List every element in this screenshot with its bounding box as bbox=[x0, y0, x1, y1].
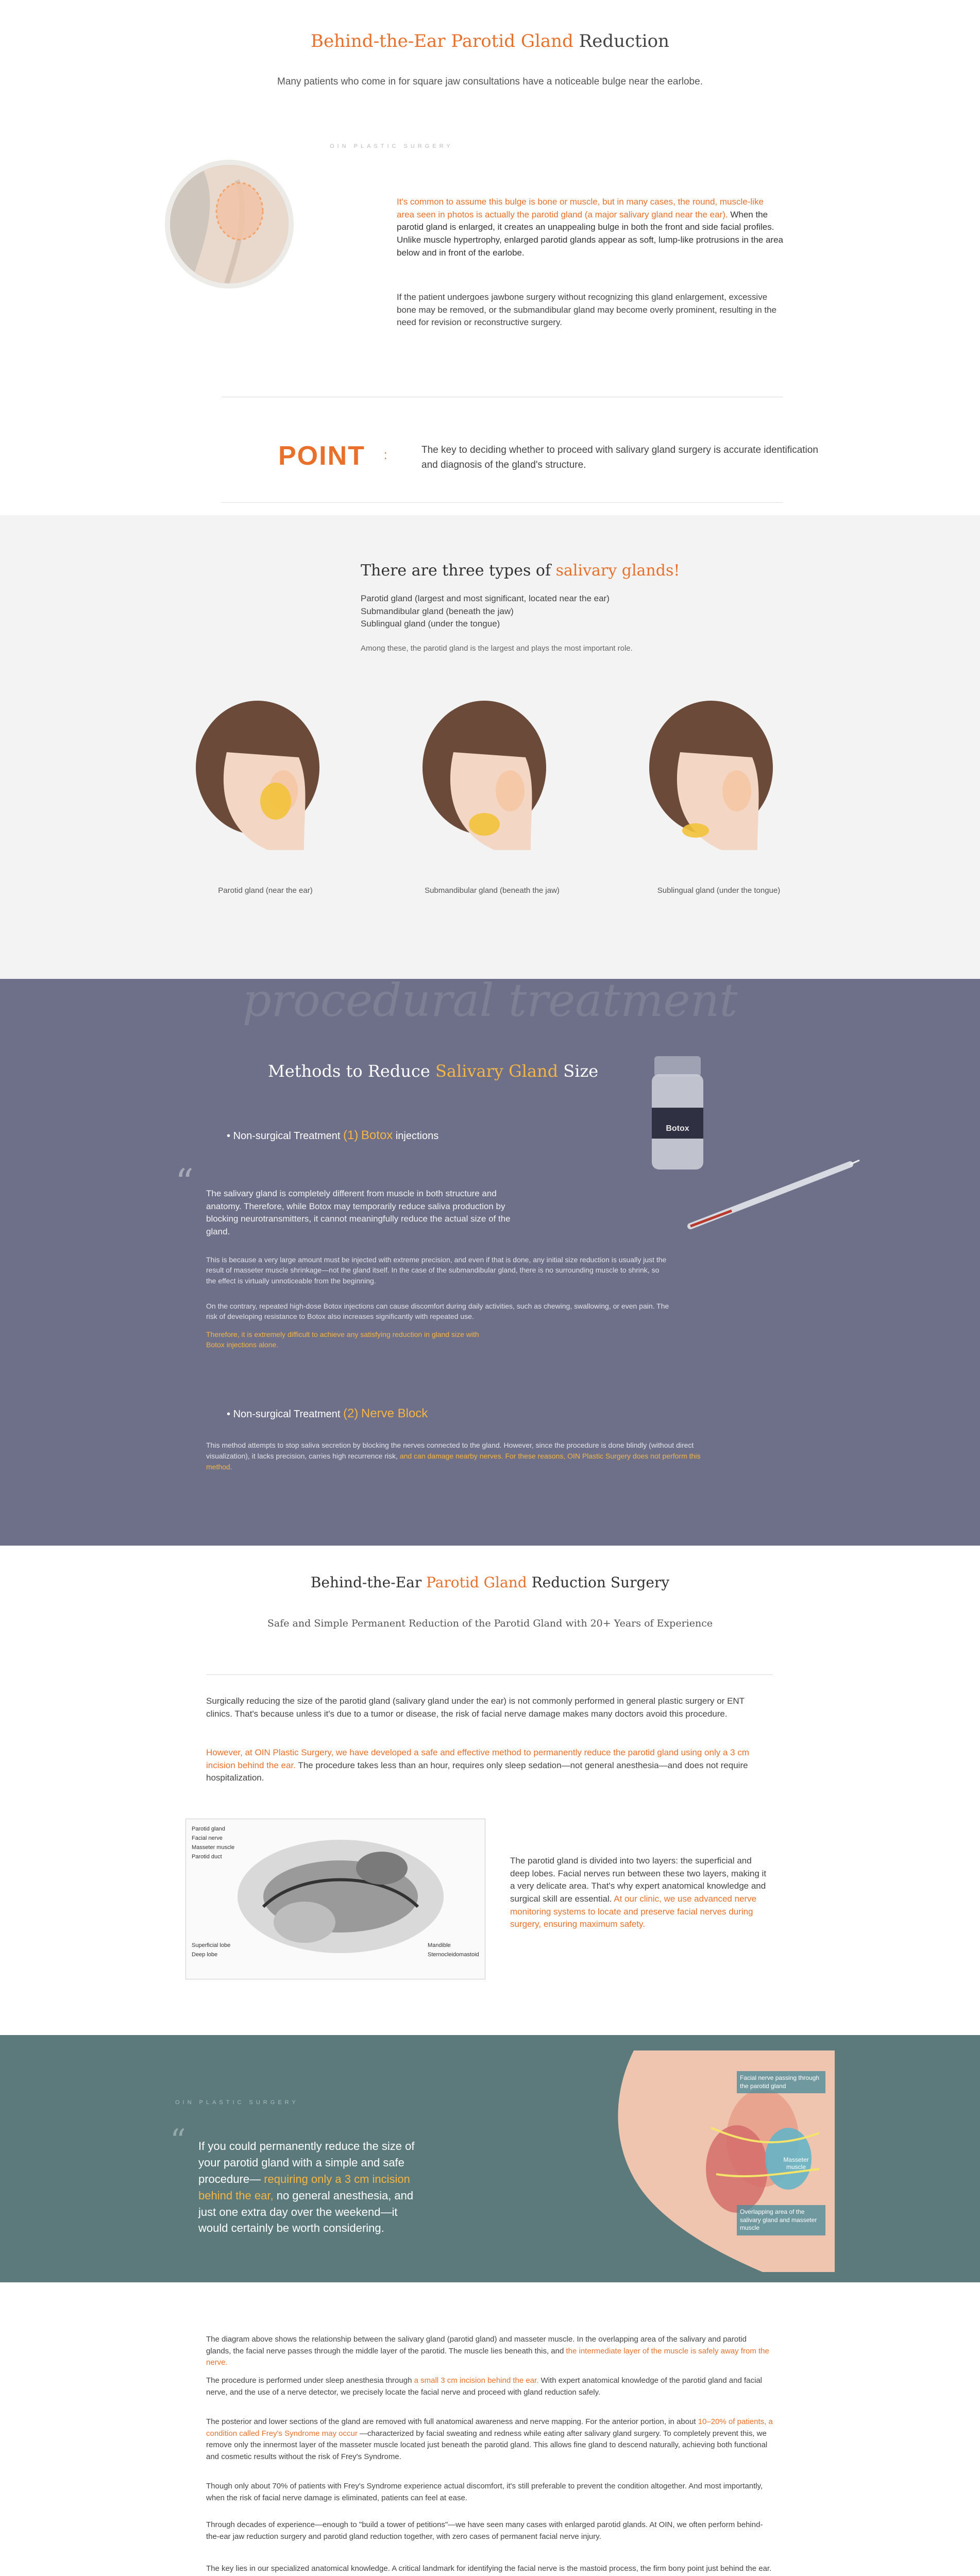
intro-para1 bbox=[397, 196, 783, 259]
detail-p1-accent: the intermediate layer of the muscle is safely away from the nerve. bbox=[206, 2346, 769, 2367]
diagram-label: Sternocleidomastoid bbox=[428, 1952, 479, 1958]
intro-para1-accent: It's common to assume this bulge is bone or muscle, but in many cases, the round, muscle-like area seen in photos is actually the parotid gland (a major salivary gland near the ear). bbox=[397, 197, 764, 219]
head-caption: Sublingual gland (under the tongue) bbox=[657, 886, 781, 895]
botox-vial-illustration bbox=[644, 1041, 860, 1236]
methods-watermark: procedural treatment bbox=[242, 974, 738, 1027]
t1-suffix: injections bbox=[395, 1130, 439, 1142]
vial-label: Botox bbox=[666, 1124, 689, 1133]
intro-title-accent: Parotid Gland bbox=[451, 31, 573, 52]
detail-p2 bbox=[206, 2375, 773, 2398]
types-note: Among these, the parotid gland is the largest and plays the most important role. bbox=[361, 644, 633, 653]
methods-title-post: Size bbox=[563, 1061, 599, 1081]
t2-p1 bbox=[206, 1440, 701, 1472]
detail-p4: Though only about 70% of patients with Frey's Syndrome experience actual discomfort, it's still preferable to prevent the condition altogether. And most importantly, when the risk of facial nerve damage is eliminated, patients can feel at ease. bbox=[206, 2482, 763, 2502]
types-title-accent: salivary glands! bbox=[555, 562, 680, 580]
detail-p2-rest: With expert anatomical knowledge of the parotid gland and facial nerve, and the use of a nerve detector, we precisely locate the facial nerve and proceed with gland reduction safely. bbox=[206, 2376, 762, 2397]
types-list bbox=[361, 592, 610, 631]
hospital-mark: OIN PLASTIC SURGERY bbox=[330, 143, 453, 149]
t2-num: (2) bbox=[343, 1406, 359, 1420]
intro-title-pre: Behind-the-Ear bbox=[311, 31, 446, 52]
intro-title-post: Reduction bbox=[579, 31, 669, 52]
point-label: POINT bbox=[278, 441, 365, 471]
surgery-p2 bbox=[206, 1747, 763, 1785]
band-text bbox=[198, 2138, 425, 2236]
detail-p2-text: The procedure is performed under sleep anesthesia through bbox=[206, 2376, 412, 2385]
band-mark: OIN PLASTIC SURGERY bbox=[175, 2099, 299, 2106]
t2-heading bbox=[227, 1406, 428, 1421]
intro-subtitle: Many patients who come in for square jaw consultations have a noticeable bulge near the earlobe. bbox=[277, 76, 703, 87]
head-caption: Submandibular gland (beneath the jaw) bbox=[425, 886, 560, 895]
detail-p3 bbox=[206, 2416, 773, 2463]
types-title bbox=[361, 562, 680, 580]
intro-section bbox=[0, 0, 980, 515]
diagram-label: Facial nerve bbox=[192, 1835, 223, 1841]
types-title-pre: There are three types of bbox=[361, 562, 551, 580]
diagram-label: Masseter muscle bbox=[192, 1844, 235, 1851]
methods-title bbox=[268, 1061, 598, 1081]
detail-p2-accent: a small 3 cm incision behind the ear. bbox=[414, 2376, 539, 2385]
detail-p3-accent: 10–20% of patients, a condition called Frey's Syndrome may occur bbox=[206, 2417, 773, 2438]
surgery-title-pre: Behind-the-Ear bbox=[310, 1574, 422, 1591]
intro-para1-rest: When the parotid gland is enlarged, it creates an unappealing bulge in both the front and side facial profiles. Unlike muscle hypertrophy, enlarged parotid glands appear as soft, lump-like protrusions in the area below and in front of the earlobe. bbox=[397, 209, 783, 258]
surgery-p3-rest: The parotid gland is divided into two layers: the superficial and deep lobes. Facial nerves run between these two layers, making it a very delicate area. That's why expert anatomical knowledge and surgical skill are essential. bbox=[510, 1856, 767, 1904]
diagram-label: Deep lobe bbox=[192, 1952, 218, 1958]
t1-name: Botox bbox=[361, 1128, 393, 1142]
quote-icon: “ bbox=[170, 2123, 186, 2159]
band-section bbox=[0, 2035, 980, 2282]
detail-p6: The key lies in our specialized anatomical knowledge. A critical landmark for identifying the facial nerve is the mastoid process, the firm bony point just behind the ear. bbox=[206, 2564, 772, 2573]
surgery-p3-accent: At our clinic, we use advanced nerve monitoring systems to locate and preserve facial nerves during surgery, ensuring maximum safety. bbox=[510, 1893, 757, 1929]
head-illustration-parotid bbox=[170, 696, 361, 860]
surgery-title-post: Reduction Surgery bbox=[531, 1574, 670, 1591]
point-colon-icon: : bbox=[384, 448, 387, 462]
methods-title-pre: Methods to Reduce bbox=[268, 1061, 430, 1081]
bullet-icon: • bbox=[227, 1409, 231, 1420]
point-text: The key to deciding whether to proceed with salivary gland surgery is accurate identification and diagnosis of the gland's structure. bbox=[421, 445, 818, 470]
methods-title-accent: Salivary Gland bbox=[435, 1061, 559, 1081]
t1-p2: This is because a very large amount must be injected with extreme precision, and even if that is done, any initial size reduction is usually just the result of masseter muscle shrinkage—not the gland itself. In the case of the submandibular gland, there is no surrounding muscle to shrink, so the effect is virtually unnoticeable from the beginning. bbox=[206, 1256, 667, 1285]
t2-name: Nerve Block bbox=[361, 1406, 428, 1420]
t1-heading bbox=[227, 1128, 438, 1143]
t2-label: Non-surgical Treatment bbox=[233, 1409, 341, 1420]
band-label-bot: Overlapping area of the salivary gland and masseter muscle bbox=[737, 2205, 825, 2235]
detail-p1-text: The diagram above shows the relationship between the salivary gland (parotid gland) and masseter muscle. In the overlapping area of the salivary and parotid glands, the facial nerve passes through the middle layer of the parotid. The muscle lies beneath this, and bbox=[206, 2335, 747, 2355]
surgery-p2-rest: The procedure takes less than an hour, requires only sleep sedation—not general anesthesia—and does not require hospitalization. bbox=[206, 1760, 748, 1783]
t2-p1-text: This method attempts to stop saliva secretion by blocking the nerves connected to the gland. However, since the procedure is done blindly (without direct visualization), it lacks precision, carries high recurrence risk, bbox=[206, 1441, 694, 1460]
band-text-accent: requiring only a 3 cm incision behind the ear, bbox=[198, 2172, 410, 2202]
t1-num: (1) bbox=[343, 1128, 359, 1142]
quote-icon: “ bbox=[175, 1161, 194, 1204]
surgery-subtitle: Safe and Simple Permanent Reduction of the Parotid Gland with 20+ Years of Experience bbox=[267, 1618, 713, 1629]
t1-p3: On the contrary, repeated high-dose Botox injections can cause discomfort during daily activities, such as chewing, swallowing, or even pain. The risk of developing resistance to Botox also increases significantly with repeated use. bbox=[206, 1302, 669, 1321]
surgery-section bbox=[0, 1546, 980, 2035]
detail-p3-text: The posterior and lower sections of the gland are removed with full anatomical awareness and nerve mapping. For the anterior portion, in about bbox=[206, 2417, 696, 2426]
head-illustration-sublingual bbox=[623, 696, 814, 860]
band-label-top: Facial nerve passing through the parotid gland bbox=[737, 2071, 825, 2093]
neck-photo bbox=[165, 160, 294, 289]
divider bbox=[222, 502, 783, 503]
t1-p4: Therefore, it is extremely difficult to achieve any satisfying reduction in gland size with Botox injections alone. bbox=[206, 1330, 479, 1349]
surgery-p1: Surgically reducing the size of the parotid gland (salivary gland under the ear) is not commonly performed in general plastic surgery or ENT clinics. That's because unless it's due to a tumor or disease, the risk of facial nerve damage makes many doctors avoid this procedure. bbox=[206, 1696, 745, 1719]
divider bbox=[206, 1674, 773, 1675]
detail-p5: Through decades of experience—enough to "build a tower of petitions"—we have seen many cases with enlarged parotid glands. At OIN, we often perform behind-the-ear jaw reduction surgery and parotid gland reduction together, with zero cases of permanent facial nerve injury. bbox=[206, 2520, 763, 2541]
detail-p1 bbox=[206, 2334, 773, 2369]
band-text-pre: If you could permanently reduce the size of your parotid gland with a simple and safe procedure— bbox=[198, 2140, 415, 2185]
intro-title bbox=[0, 31, 980, 52]
types-item: Sublingual gland (under the tongue) bbox=[361, 619, 500, 629]
band-text-post: no general anesthesia, and just one extra day over the weekend—it would certainly be worth considering. bbox=[198, 2189, 414, 2235]
methods-section bbox=[0, 974, 980, 1546]
surgery-title bbox=[0, 1574, 980, 1591]
detail-section bbox=[0, 2282, 980, 2576]
t1-label: Non-surgical Treatment bbox=[233, 1130, 341, 1142]
intro-para2: If the patient undergoes jawbone surgery without recognizing this gland enlargement, excessive bone may be removed, or the submandibular gland may become overly prominent, resulting in the need for revision or reconstructive surgery. bbox=[397, 292, 777, 328]
surgery-p3 bbox=[510, 1855, 768, 1931]
diagram-label: Superficial lobe bbox=[192, 1942, 231, 1948]
head-illustration-submandibular bbox=[397, 696, 587, 860]
diagram-label: Parotid duct bbox=[192, 1854, 222, 1860]
types-item: Parotid gland (largest and most significant, located near the ear) bbox=[361, 594, 610, 603]
head-caption: Parotid gland (near the ear) bbox=[218, 886, 313, 895]
surgery-p2-accent: However, at OIN Plastic Surgery, we have developed a safe and effective method to permanently reduce the parotid gland using only a 3 cm incision behind the ear. bbox=[206, 1748, 749, 1770]
t1-quote: The salivary gland is completely different from muscle in both structure and anatomy. Therefore, while Botox may temporarily reduce saliva production by blocking neurotransmitters, it cannot meaningfully reduce the actual size of the gland. bbox=[206, 1189, 511, 1236]
band-label-mid: Masseter muscle bbox=[783, 2156, 809, 2171]
types-section bbox=[0, 515, 980, 979]
diagram-label: Mandible bbox=[428, 1942, 451, 1948]
t2-p1-accent: and can damage nearby nerves. For these reasons, OIN Plastic Surgery does not perform this method. bbox=[206, 1452, 701, 1471]
surgery-title-accent: Parotid Gland bbox=[426, 1574, 527, 1591]
types-item: Submandibular gland (beneath the jaw) bbox=[361, 606, 514, 616]
diagram-label: Parotid gland bbox=[192, 1826, 225, 1832]
bullet-icon: • bbox=[227, 1130, 231, 1142]
detail-p3-rest: —characterized by facial sweating and redness while eating after salivary gland surgery. To completely prevent this, we remove only the innermost layer of the masseter muscle located just beneath the parotid gland. This allows fine gland to descend naturally, achieving both functional and cosmetic results without the risk of Frey's Syndrome. bbox=[206, 2429, 768, 2461]
